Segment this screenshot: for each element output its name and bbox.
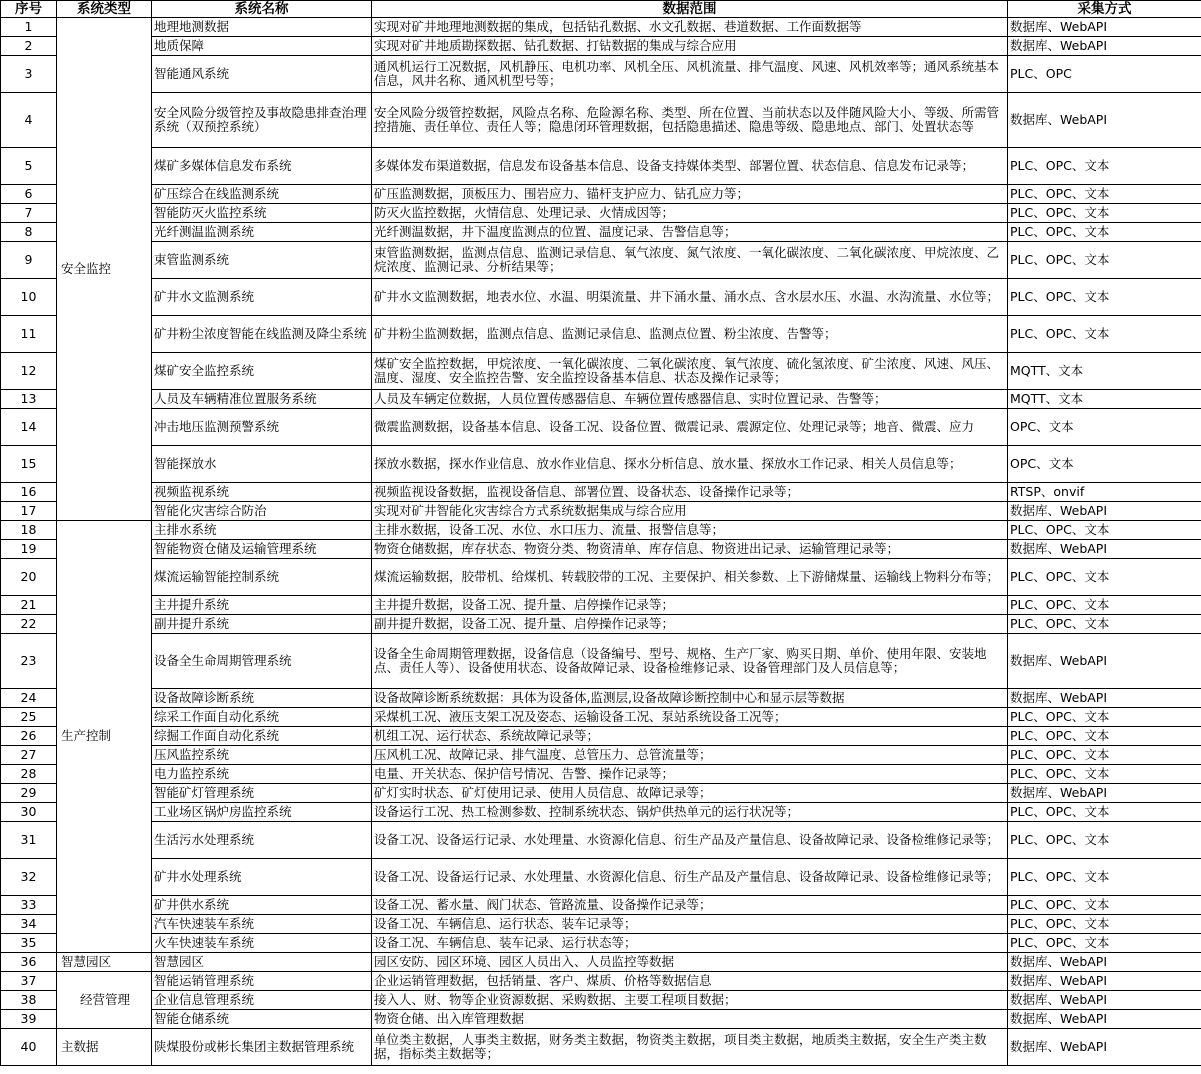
- system-name: 汽车快速装车系统: [152, 915, 372, 934]
- collection-method: 数据库、WebAPI: [1008, 93, 1201, 148]
- table-row: [1, 223, 1201, 242]
- table-row: [1, 727, 1201, 746]
- system-type-cell: 生产控制: [57, 521, 152, 953]
- row-num: 22: [1, 615, 57, 634]
- system-name: 设备故障诊断系统: [152, 689, 372, 708]
- header-method: 采集方式: [1008, 1, 1201, 18]
- system-name: 矿井水处理系统: [152, 859, 372, 896]
- row-num: 38: [1, 991, 57, 1010]
- collection-method: OPC、文本: [1008, 409, 1201, 446]
- table-row: [1, 803, 1201, 822]
- table-row: [1, 615, 1201, 634]
- table-row: [1, 316, 1201, 353]
- data-range: 设备工况、车辆信息、装车记录、运行状态等；: [372, 934, 1008, 953]
- data-range: 煤矿安全监控数据，甲烷浓度、一氧化碳浓度、二氧化碳浓度、氧气浓度、硫化氢浓度、矿尘浓度、风速、风压、温度、湿度、安全监控告警、安全监控设备基本信息、状态及操作记录等；: [372, 353, 1008, 390]
- system-name: 电力监控系统: [152, 765, 372, 784]
- system-name: 煤矿多媒体信息发布系统: [152, 148, 372, 185]
- row-num: 39: [1, 1010, 57, 1029]
- system-name: 光纤测温监测系统: [152, 223, 372, 242]
- row-num: 27: [1, 746, 57, 765]
- row-num: 37: [1, 972, 57, 991]
- row-num: 14: [1, 409, 57, 446]
- collection-method: PLC、OPC、文本: [1008, 223, 1201, 242]
- data-range: 视频监视设备数据，监视设备信息、部署位置、设备状态、设备操作记录等；: [372, 483, 1008, 502]
- system-name: 智能化灾害综合防治: [152, 502, 372, 521]
- collection-method: 数据库、WebAPI: [1008, 634, 1201, 689]
- collection-method: MQTT、文本: [1008, 390, 1201, 409]
- table-row: [1, 37, 1201, 56]
- row-num: 19: [1, 540, 57, 559]
- table-row: [1, 446, 1201, 483]
- table-row: [1, 765, 1201, 784]
- row-num: 20: [1, 559, 57, 596]
- system-name: 煤矿安全监控系统: [152, 353, 372, 390]
- data-range: 微震监测数据，设备基本信息、设备工况、设备位置、微震记录、震源定位、处理记录等；地音、微震、应力: [372, 409, 1008, 446]
- collection-method: 数据库、WebAPI: [1008, 972, 1201, 991]
- data-range: 安全风险分级管控数据，风险点名称、危险源名称、类型、所在位置、当前状态以及伴随风险大小、等级、所需管控措施、责任单位、责任人等；隐患闭环管理数据，包括隐患描述、隐患等级、隐患地点、部门、处置状态等: [372, 93, 1008, 148]
- row-num: 18: [1, 521, 57, 540]
- system-name: 智能物资仓储及运输管理系统: [152, 540, 372, 559]
- table-row: [1, 822, 1201, 859]
- data-range: 设备故障诊断系统数据：具体为设备体,监测层,设备故障诊断控制中心和显示层等数据: [372, 689, 1008, 708]
- system-name: 智能矿灯管理系统: [152, 784, 372, 803]
- collection-method: PLC、OPC、文本: [1008, 596, 1201, 615]
- header-num: 序号: [1, 1, 57, 18]
- table-row: [1, 185, 1201, 204]
- table-row: [1, 915, 1201, 934]
- row-num: 30: [1, 803, 57, 822]
- data-range: 设备运行工况、热工检测参数、控制系统状态、锅炉供热单元的运行状况等；: [372, 803, 1008, 822]
- system-name: 生活污水处理系统: [152, 822, 372, 859]
- system-name: 矿压综合在线监测系统: [152, 185, 372, 204]
- table-row: [1, 521, 1201, 540]
- collection-method: PLC、OPC、文本: [1008, 708, 1201, 727]
- system-name: 智能通风系统: [152, 56, 372, 93]
- table-row: [1, 1010, 1201, 1029]
- row-num: 11: [1, 316, 57, 353]
- system-name: 火车快速装车系统: [152, 934, 372, 953]
- table-row: [1, 409, 1201, 446]
- data-range: 束管监测数据，监测点信息、监测记录信息、氧气浓度、氮气浓度、一氧化碳浓度、二氧化碳浓度、甲烷浓度、乙烷浓度、监测记录、分析结果等；: [372, 242, 1008, 279]
- system-name: 人员及车辆精准位置服务系统: [152, 390, 372, 409]
- collection-method: 数据库、WebAPI: [1008, 991, 1201, 1010]
- system-name: 冲击地压监测预警系统: [152, 409, 372, 446]
- collection-method: PLC、OPC、文本: [1008, 803, 1201, 822]
- table-row: [1, 483, 1201, 502]
- system-name: 工业场区锅炉房监控系统: [152, 803, 372, 822]
- row-num: 40: [1, 1029, 57, 1066]
- system-type-cell: 智慧园区: [57, 953, 152, 972]
- collection-method: MQTT、文本: [1008, 353, 1201, 390]
- system-name: 陕煤股份或彬长集团主数据管理系统: [152, 1029, 372, 1066]
- system-name: 矿井粉尘浓度智能在线监测及降尘系统: [152, 316, 372, 353]
- row-num: 24: [1, 689, 57, 708]
- table-row: [1, 746, 1201, 765]
- collection-method: PLC、OPC、文本: [1008, 316, 1201, 353]
- system-name: 主排水系统: [152, 521, 372, 540]
- system-name: 视频监视系统: [152, 483, 372, 502]
- system-name: 矿井水文监测系统: [152, 279, 372, 316]
- table-row: [1, 596, 1201, 615]
- row-num: 36: [1, 953, 57, 972]
- row-num: 7: [1, 204, 57, 223]
- collection-method: 数据库、WebAPI: [1008, 1029, 1201, 1066]
- data-range: 煤流运输数据，胶带机、给煤机、转载胶带的工况、主要保护、相关参数、上下游储煤量、运输线上物料分布等；: [372, 559, 1008, 596]
- table-row: [1, 784, 1201, 803]
- data-range: 物资仓储数据，库存状态、物资分类、物资清单、库存信息、物资进出记录、运输管理记录等；: [372, 540, 1008, 559]
- data-range: 矿灯实时状态、矿灯使用记录、使用人员信息、故障记录等；: [372, 784, 1008, 803]
- row-num: 29: [1, 784, 57, 803]
- row-num: 23: [1, 634, 57, 689]
- system-name: 副井提升系统: [152, 615, 372, 634]
- row-num: 10: [1, 279, 57, 316]
- system-name: 主井提升系统: [152, 596, 372, 615]
- row-num: 16: [1, 483, 57, 502]
- row-num: 21: [1, 596, 57, 615]
- collection-method: PLC、OPC、文本: [1008, 859, 1201, 896]
- row-num: 4: [1, 93, 57, 148]
- collection-method: PLC、OPC、文本: [1008, 915, 1201, 934]
- system-name: 煤流运输智能控制系统: [152, 559, 372, 596]
- data-range: 设备工况、设备运行记录、水处理量、水资源化信息、衍生产品及产量信息、设备故障记录、设备检维修记录等；: [372, 822, 1008, 859]
- collection-method: PLC、OPC、文本: [1008, 148, 1201, 185]
- data-range: 物资仓储、出入库管理数据: [372, 1010, 1008, 1029]
- data-range: 电量、开关状态、保护信号情况、告警、操作记录等；: [372, 765, 1008, 784]
- header-name: 系统名称: [152, 1, 372, 18]
- data-range: 矿压监测数据，顶板压力、围岩应力、锚杆支护应力、钻孔应力等；: [372, 185, 1008, 204]
- table-body: [1, 18, 1201, 1066]
- collection-method: PLC、OPC、文本: [1008, 934, 1201, 953]
- collection-method: 数据库、WebAPI: [1008, 953, 1201, 972]
- row-num: 6: [1, 185, 57, 204]
- row-num: 25: [1, 708, 57, 727]
- table-row: [1, 1029, 1201, 1066]
- system-name: 智慧园区: [152, 953, 372, 972]
- row-num: 26: [1, 727, 57, 746]
- table-row: [1, 991, 1201, 1010]
- table-row: [1, 859, 1201, 896]
- row-num: 12: [1, 353, 57, 390]
- system-name: 束管监测系统: [152, 242, 372, 279]
- system-name: 设备全生命周期管理系统: [152, 634, 372, 689]
- table-row: [1, 56, 1201, 93]
- collection-method: PLC、OPC、文本: [1008, 185, 1201, 204]
- collection-method: RTSP、onvif: [1008, 483, 1201, 502]
- collection-method: 数据库、WebAPI: [1008, 540, 1201, 559]
- table-row: [1, 559, 1201, 596]
- system-name: 智能运销管理系统: [152, 972, 372, 991]
- table-row: [1, 204, 1201, 223]
- table-row: [1, 93, 1201, 148]
- row-num: 34: [1, 915, 57, 934]
- header-range: 数据范围: [372, 1, 1008, 18]
- table-row: [1, 540, 1201, 559]
- collection-method: PLC、OPC、文本: [1008, 279, 1201, 316]
- system-name: 压风监控系统: [152, 746, 372, 765]
- row-num: 3: [1, 56, 57, 93]
- data-range: 防灭火监控数据，火情信息、处理记录、火情成因等；: [372, 204, 1008, 223]
- table-row: [1, 502, 1201, 521]
- header-type: 系统类型: [57, 1, 152, 18]
- row-num: 32: [1, 859, 57, 896]
- data-range: 实现对矿井地质勘探数据、钻孔数据、打钻数据的集成与综合应用: [372, 37, 1008, 56]
- data-range: 压风机工况、故障记录、排气温度、总管压力、总管流量等；: [372, 746, 1008, 765]
- table-row: [1, 148, 1201, 185]
- data-range: 园区安防、园区环境、园区人员出入、人员监控等数据: [372, 953, 1008, 972]
- table-row: [1, 634, 1201, 689]
- system-name: 综采工作面自动化系统: [152, 708, 372, 727]
- data-range: 单位类主数据，人事类主数据，财务类主数据，物资类主数据，项目类主数据，地质类主数据，安全生产类主数据，指标类主数据等；: [372, 1029, 1008, 1066]
- collection-method: PLC、OPC、文本: [1008, 727, 1201, 746]
- row-num: 33: [1, 896, 57, 915]
- data-range: 主排水数据，设备工况、水位、水口压力、流量、报警信息等；: [372, 521, 1008, 540]
- system-type-cell: 安全监控: [57, 18, 152, 521]
- system-name: 企业信息管理系统: [152, 991, 372, 1010]
- data-range: 多媒体发布渠道数据，信息发布设备基本信息、设备支持媒体类型、部署位置、状态信息、信息发布记录等；: [372, 148, 1008, 185]
- row-num: 31: [1, 822, 57, 859]
- table-row: [1, 934, 1201, 953]
- collection-method: 数据库、WebAPI: [1008, 689, 1201, 708]
- data-range: 设备工况、设备运行记录、水处理量、水资源化信息、衍生产品及产量信息、设备故障记录、设备检维修记录等；: [372, 859, 1008, 896]
- data-range: 设备工况、蓄水量、阀门状态、管路流量、设备操作记录等；: [372, 896, 1008, 915]
- system-name: 地质保障: [152, 37, 372, 56]
- table-row: [1, 279, 1201, 316]
- system-type-cell: 经营管理: [57, 972, 152, 1029]
- data-range: 矿井粉尘监测数据，监测点信息、监测记录信息、监测点位置、粉尘浓度、告警等；: [372, 316, 1008, 353]
- row-num: 5: [1, 148, 57, 185]
- collection-method: PLC、OPC、文本: [1008, 746, 1201, 765]
- row-num: 15: [1, 446, 57, 483]
- row-num: 17: [1, 502, 57, 521]
- table-row: [1, 708, 1201, 727]
- data-range: 光纤测温数据，井下温度监测点的位置、温度记录、告警信息等；: [372, 223, 1008, 242]
- data-range: 人员及车辆定位数据，人员位置传感器信息、车辆位置传感器信息、实时位置记录、告警等；: [372, 390, 1008, 409]
- collection-method: PLC、OPC、文本: [1008, 521, 1201, 540]
- row-num: 9: [1, 242, 57, 279]
- collection-method: OPC、文本: [1008, 446, 1201, 483]
- data-range: 采煤机工况、液压支架工况及姿态、运输设备工况、泵站系统设备工况等；: [372, 708, 1008, 727]
- header-row: [1, 1, 1201, 18]
- data-range: 实现对矿井智能化灾害综合方式系统数据集成与综合应用: [372, 502, 1008, 521]
- system-name: 矿井供水系统: [152, 896, 372, 915]
- collection-method: PLC、OPC: [1008, 56, 1201, 93]
- data-range: 通风机运行工况数据，风机静压、电机功率、风机全压、风机流量、排气温度、风速、风机效率等；通风系统基本信息，风井名称、通风机型号等；: [372, 56, 1008, 93]
- table-row: [1, 953, 1201, 972]
- data-range: 探放水数据，探水作业信息、放水作业信息、探水分析信息、放水量、探放水工作记录、相关人员信息等；: [372, 446, 1008, 483]
- collection-method: 数据库、WebAPI: [1008, 502, 1201, 521]
- table-row: [1, 689, 1201, 708]
- collection-method: PLC、OPC、文本: [1008, 204, 1201, 223]
- system-name: 智能防灭火监控系统: [152, 204, 372, 223]
- collection-method: PLC、OPC、文本: [1008, 242, 1201, 279]
- row-num: 2: [1, 37, 57, 56]
- row-num: 8: [1, 223, 57, 242]
- data-range: 实现对矿井地理地测数据的集成，包括钻孔数据、水文孔数据、巷道数据、工作面数据等: [372, 18, 1008, 37]
- collection-method: PLC、OPC、文本: [1008, 822, 1201, 859]
- collection-method: PLC、OPC、文本: [1008, 559, 1201, 596]
- collection-method: PLC、OPC、文本: [1008, 896, 1201, 915]
- collection-method: PLC、OPC、文本: [1008, 615, 1201, 634]
- table-row: [1, 18, 1201, 37]
- collection-method: PLC、OPC、文本: [1008, 765, 1201, 784]
- system-name: 综掘工作面自动化系统: [152, 727, 372, 746]
- system-name: 智能探放水: [152, 446, 372, 483]
- data-range: 企业运销管理数据，包括销量、客户、煤质、价格等数据信息: [372, 972, 1008, 991]
- table-row: [1, 353, 1201, 390]
- data-range: 接入人、财、物等企业资源数据、采购数据、主要工程项目数据；: [372, 991, 1008, 1010]
- row-num: 13: [1, 390, 57, 409]
- collection-method: 数据库、WebAPI: [1008, 37, 1201, 56]
- collection-method: 数据库、WebAPI: [1008, 18, 1201, 37]
- row-num: 1: [1, 18, 57, 37]
- system-name: 智能仓储系统: [152, 1010, 372, 1029]
- table-row: [1, 896, 1201, 915]
- table-row: [1, 242, 1201, 279]
- row-num: 35: [1, 934, 57, 953]
- row-num: 28: [1, 765, 57, 784]
- data-range: 设备全生命周期管理数据，设备信息（设备编号、型号、规格、生产厂家、购买日期、单价、使用年限、安装地点、责任人等）、设备使用状态、设备故障记录、设备检维修记录、设备管理部门及人员信息等；: [372, 634, 1008, 689]
- data-range: 矿井水文监测数据，地表水位、水温、明渠流量、井下涌水量、涌水点、含水层水压、水温、水沟流量、水位等；: [372, 279, 1008, 316]
- data-range: 机组工况、运行状态、系统故障记录等；: [372, 727, 1008, 746]
- collection-method: 数据库、WebAPI: [1008, 784, 1201, 803]
- table-row: [1, 390, 1201, 409]
- system-name: 地理地测数据: [152, 18, 372, 37]
- collection-method: 数据库、WebAPI: [1008, 1010, 1201, 1029]
- data-range: 副井提升数据，设备工况、提升量、启停操作记录等；: [372, 615, 1008, 634]
- system-type-cell: 主数据: [57, 1029, 152, 1066]
- table-row: [1, 972, 1201, 991]
- data-range: 设备工况、车辆信息、运行状态、装车记录等；: [372, 915, 1008, 934]
- data-range: 主井提升数据，设备工况、提升量、启停操作记录等；: [372, 596, 1008, 615]
- system-name: 安全风险分级管控及事故隐患排查治理系统（双预控系统）: [152, 93, 372, 148]
